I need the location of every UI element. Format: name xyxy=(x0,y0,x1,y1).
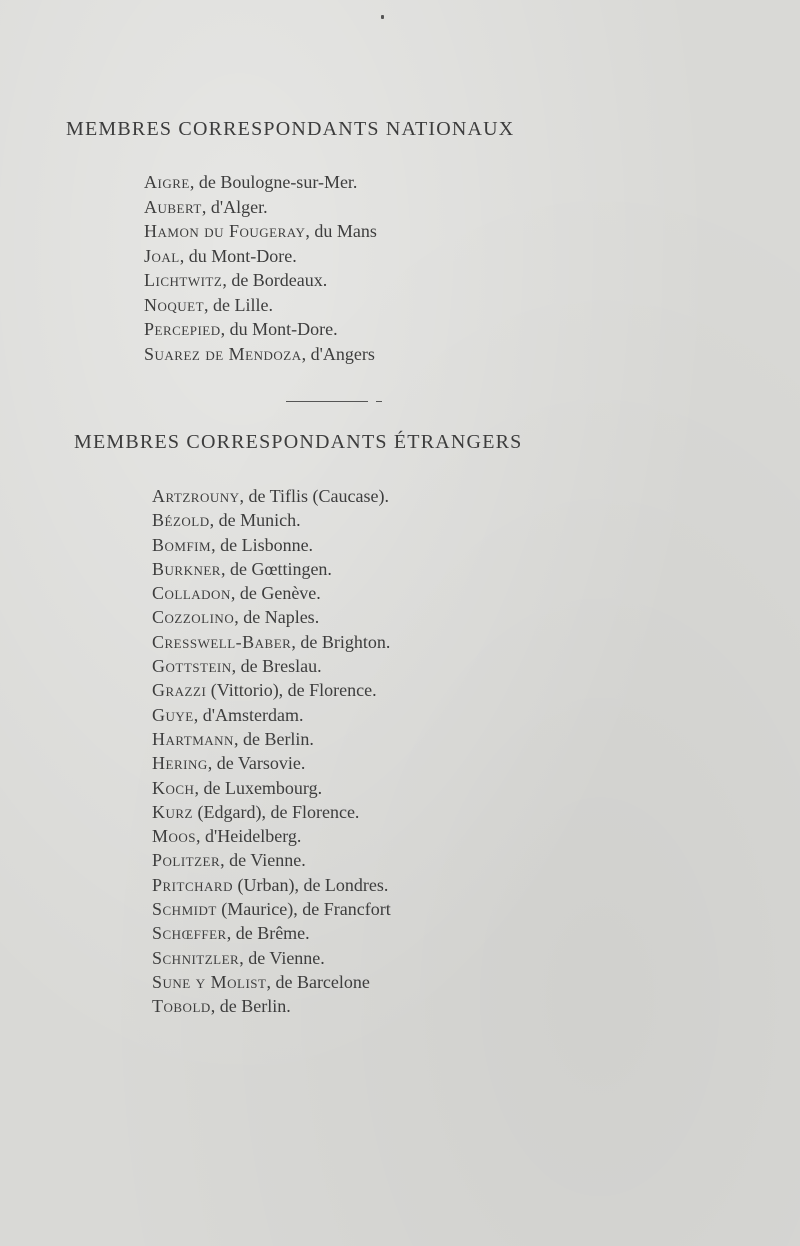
member-name: Bézold xyxy=(152,510,210,531)
member-location: , de Bordeaux. xyxy=(222,270,328,290)
section-divider xyxy=(286,398,386,406)
member-entry xyxy=(152,946,391,970)
member-name: Percepied xyxy=(144,319,221,339)
member-location: , de Luxembourg. xyxy=(194,777,323,798)
member-name: Guye xyxy=(152,704,194,725)
divider-line xyxy=(286,401,368,402)
member-entry xyxy=(152,994,391,1018)
member-entry xyxy=(144,317,377,342)
member-location: , de Varsovie. xyxy=(207,753,306,774)
member-name: Hartmann xyxy=(152,728,234,749)
member-entry xyxy=(152,581,391,605)
member-entry xyxy=(144,219,377,244)
member-entry xyxy=(144,268,377,293)
member-location: (Maurice), de Francfort xyxy=(216,899,391,920)
member-entry xyxy=(152,654,391,678)
member-name: Pritchard xyxy=(152,874,233,895)
member-name: Noquet xyxy=(144,294,205,315)
member-name: Gottstein xyxy=(152,656,232,677)
member-location: , d'Amsterdam. xyxy=(193,704,304,725)
member-entry xyxy=(152,484,391,508)
divider-dash xyxy=(376,401,382,402)
member-entry xyxy=(144,195,377,220)
member-name: Hering xyxy=(152,753,208,774)
member-location: (Vittorio), de Florence. xyxy=(206,680,377,701)
member-location: , du Mans xyxy=(305,221,377,241)
member-location: , d'Heidelberg. xyxy=(196,826,302,847)
member-name: Cresswell-Baber xyxy=(152,631,292,652)
member-entry xyxy=(152,630,391,654)
member-entry xyxy=(152,751,391,775)
member-entry xyxy=(152,800,391,824)
member-name: Colladon xyxy=(152,583,231,604)
member-location: , du Mont-Dore. xyxy=(220,319,338,339)
member-location: , de Genève. xyxy=(230,583,321,604)
member-name: Schœffer xyxy=(152,923,227,944)
member-location: , de Gœttingen. xyxy=(220,558,332,579)
member-name: Suarez de Mendoza xyxy=(144,343,302,364)
member-location: , de Lisbonne. xyxy=(211,534,314,555)
member-name: Schnitzler xyxy=(152,947,240,968)
member-name: Artzrouny xyxy=(152,486,240,506)
member-name: Lichtwitz xyxy=(144,270,223,290)
member-location: , de Berlin. xyxy=(233,728,314,749)
member-entry xyxy=(152,605,391,629)
member-name: Tobold xyxy=(152,996,211,1017)
member-name: Cozzolino xyxy=(152,607,235,628)
member-name: Grazzi xyxy=(152,680,207,701)
member-entry xyxy=(152,508,391,532)
heading-foreign-members: MEMBRES CORRESPONDANTS ÉTRANGERS xyxy=(74,431,523,453)
member-location: , de Munich. xyxy=(209,510,301,531)
member-location: , de Lille. xyxy=(204,294,274,315)
member-location: , de Brighton. xyxy=(291,631,391,652)
member-location: , d'Angers xyxy=(301,343,375,364)
member-entry xyxy=(152,970,391,994)
member-entry xyxy=(144,293,377,318)
member-name: Aubert xyxy=(144,196,202,217)
member-location: (Edgard), de Florence. xyxy=(193,801,360,822)
member-entry xyxy=(152,921,391,945)
member-entry xyxy=(152,678,391,702)
member-entry xyxy=(152,703,391,727)
member-entry xyxy=(144,244,377,269)
ink-dot xyxy=(381,15,384,19)
member-entry xyxy=(152,848,391,872)
member-location: , de Brême. xyxy=(226,923,310,944)
member-name: Sune y Molist xyxy=(152,971,267,992)
member-location: , d'Alger. xyxy=(201,196,268,217)
member-name: Moos xyxy=(152,826,197,847)
member-name: Hamon du Fougeray xyxy=(144,221,306,241)
member-name: Joal xyxy=(144,245,180,266)
member-entry xyxy=(152,897,391,921)
heading-national-members: MEMBRES CORRESPONDANTS NATIONAUX xyxy=(66,118,515,140)
member-name: Bomfim xyxy=(152,534,212,555)
member-name: Schmidt xyxy=(152,899,217,920)
member-name: Politzer xyxy=(152,850,221,871)
member-name: Aigre xyxy=(144,172,190,192)
member-name: Koch xyxy=(152,777,195,798)
foreign-members-list xyxy=(152,484,391,1019)
member-location: , de Tiflis (Caucase). xyxy=(239,486,389,506)
member-name: Burkner xyxy=(152,558,221,579)
member-location: , du Mont-Dore. xyxy=(179,245,297,266)
member-entry xyxy=(152,727,391,751)
member-location: , de Vienne. xyxy=(220,850,306,871)
member-location: (Urban), de Londres. xyxy=(232,874,389,895)
national-members-list xyxy=(144,170,377,366)
member-entry xyxy=(152,533,391,557)
member-location: , de Breslau. xyxy=(231,656,322,677)
member-entry xyxy=(152,824,391,848)
member-entry xyxy=(152,776,391,800)
member-entry xyxy=(152,873,391,897)
member-entry xyxy=(144,342,377,367)
member-entry xyxy=(144,170,377,195)
member-location: , de Vienne. xyxy=(239,947,325,968)
member-entry xyxy=(152,557,391,581)
member-location: , de Naples. xyxy=(234,607,320,628)
member-location: , de Boulogne-sur-Mer. xyxy=(189,172,358,192)
member-location: , de Berlin. xyxy=(210,996,291,1017)
member-name: Kurz xyxy=(152,801,193,822)
member-location: , de Barcelone xyxy=(266,971,370,992)
